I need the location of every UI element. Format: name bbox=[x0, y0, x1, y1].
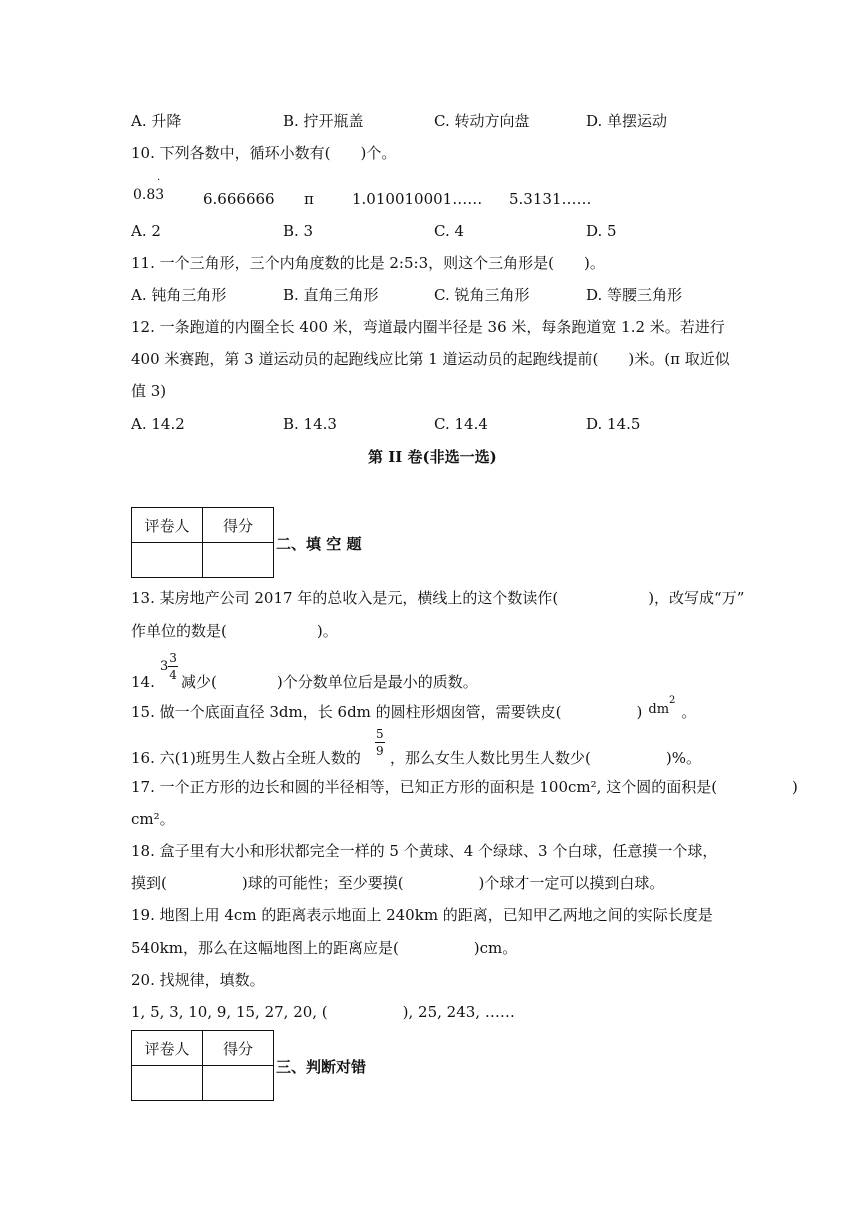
q17-line-1: 17. 一个正方形的边长和圆的半径相等，已知正方形的面积是 100cm², 这个圆的面积是( ) bbox=[131, 778, 798, 796]
q19-line-1: 19. 地图上用 4cm 的距离表示地面上 240km 的距离，已知甲乙两地之间的实际长度是 bbox=[131, 906, 713, 924]
q10-number-3: π bbox=[304, 190, 314, 208]
q11-question: 11. 一个三角形，三个内角度数的比是 2:5:3，则这个三角形是( )。 bbox=[131, 254, 605, 272]
grader-header: 评卷人 bbox=[132, 508, 203, 543]
grader-cell bbox=[132, 1066, 203, 1101]
q15-text: 15. 做一个底面直径 3dm，长 6dm 的圆柱形烟囱管，需要铁皮( ) $dm^2$。 bbox=[131, 695, 697, 721]
q10-number-1: 0.83 · bbox=[133, 175, 165, 203]
q14-mixed-number bbox=[160, 652, 178, 681]
q9-option-a: A. 升降 bbox=[131, 112, 182, 130]
q11-option-a: A. 钝角三角形 bbox=[131, 286, 227, 304]
q10-number-2: 6.666666 bbox=[203, 190, 275, 208]
q10-number-5: 5.3131…… bbox=[509, 190, 592, 208]
grader-header: 评卷人 bbox=[132, 1031, 203, 1066]
score-cell bbox=[203, 543, 274, 578]
q12-option-d: D. 14.5 bbox=[586, 415, 641, 433]
q14-fraction: $\frac{3}{4}$ bbox=[169, 651, 177, 682]
q11-option-b: B. 直角三角形 bbox=[283, 286, 379, 304]
q12-option-a: A. 14.2 bbox=[131, 415, 185, 433]
q9-option-b: B. 拧开瓶盖 bbox=[283, 112, 364, 130]
q15-unit: dm bbox=[648, 702, 670, 717]
section-2-title: 二、填 空 题 bbox=[276, 535, 362, 553]
q10-question: 10. 下列各数中，循环小数有( )个。 bbox=[131, 144, 397, 162]
section-3-title: 三、判断对错 bbox=[276, 1058, 367, 1076]
q18-line-2: 摸到( )球的可能性；至少要摸( )个球才一定可以摸到白球。 bbox=[131, 874, 665, 892]
q12-option-c: C. 14.4 bbox=[434, 415, 488, 433]
repeating-dot-icon: · bbox=[157, 175, 161, 186]
q10-option-b: B. 3 bbox=[283, 222, 314, 240]
q14-text: 减少( )个分数单位后是最小的质数。 bbox=[181, 673, 478, 691]
q11-option-d: D. 等腰三角形 bbox=[586, 286, 683, 304]
score-header: 得分 bbox=[203, 1031, 274, 1066]
q10-option-c: C. 4 bbox=[434, 222, 465, 240]
q19-line-2: 540km，那么在这幅地图上的距离应是( )cm。 bbox=[131, 939, 518, 957]
q16-prefix: 16. 六(1)班男生人数占全班人数的 bbox=[131, 749, 361, 767]
q13-line-1: 13. 某房地产公司 2017 年的总收入是元，横线上的这个数读作( )，改写成“万” bbox=[131, 589, 745, 607]
q17-line-2: cm²。 bbox=[131, 810, 175, 828]
q20-line-2: 1, 5, 3, 10, 9, 15, 27, 20, ( ), 25, 243, …… bbox=[131, 1003, 515, 1021]
score-cell bbox=[203, 1066, 274, 1101]
q10-number-4: 1.010010001…… bbox=[352, 190, 483, 208]
q18-line-1: 18. 盒子里有大小和形状都完全一样的 5 个黄球、4 个绿球、3 个白球，任意摸一个球， bbox=[131, 842, 718, 860]
score-header: 得分 bbox=[203, 508, 274, 543]
q10-option-d: D. 5 bbox=[586, 222, 617, 240]
q14-number: 14. bbox=[131, 673, 155, 691]
q12-line-3: 值 3) bbox=[131, 382, 167, 400]
q9-option-c: C. 转动方向盘 bbox=[434, 112, 530, 130]
q13-line-2: 作单位的数是( )。 bbox=[131, 622, 338, 640]
q10-option-a: A. 2 bbox=[131, 222, 161, 240]
q12-option-b: B. 14.3 bbox=[283, 415, 337, 433]
grader-cell bbox=[132, 543, 203, 578]
q20-line-1: 20. 找规律，填数。 bbox=[131, 971, 265, 989]
q11-option-c: C. 锐角三角形 bbox=[434, 286, 530, 304]
score-table-section-2 bbox=[131, 507, 274, 578]
score-table-section-3 bbox=[131, 1030, 274, 1101]
q12-line-2: 400 米赛跑，第 3 道运动员的起跑线应比第 1 道运动员的起跑线提前( )米。(π 取近似 bbox=[131, 350, 730, 368]
q12-line-1: 12. 一条跑道的内圈全长 400 米，弯道最内圈半径是 36 米，每条跑道宽 1.2 米。若进行 bbox=[131, 318, 725, 336]
q16-suffix: ，那么女生人数比男生人数少( )%。 bbox=[390, 749, 701, 767]
q16-fraction: $\frac{5}{9}$ bbox=[376, 727, 384, 758]
volume-2-title: 第 II 卷(非选一选) bbox=[368, 448, 497, 466]
q9-option-d: D. 单摆运动 bbox=[586, 112, 668, 130]
q14-whole: 3 bbox=[160, 659, 169, 674]
